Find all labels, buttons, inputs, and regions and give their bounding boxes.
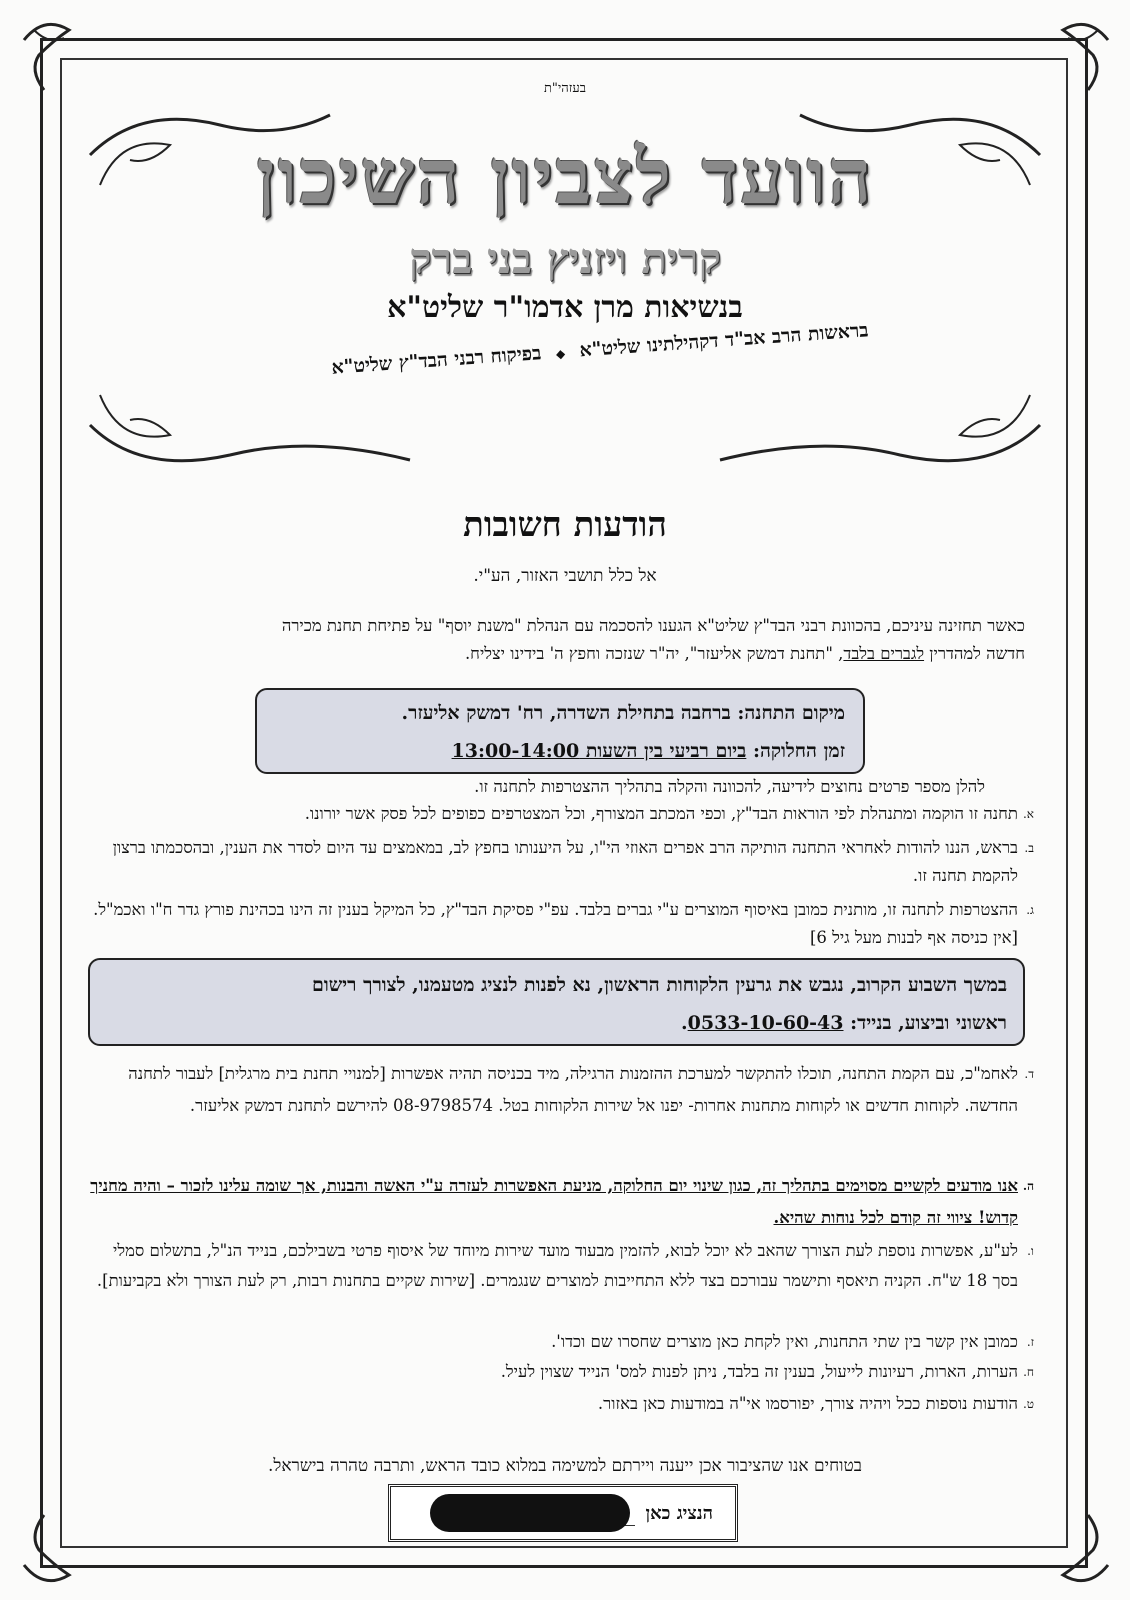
list-item: א. תחנה זו הוקמה ומתנהלת לפי הוראות הבד"ץ, וכפי המכתב המצורף, וכל המצטרפים כפופים לכל פסק אשר יורונו.	[304, 804, 1034, 823]
separator-icon: ◆	[555, 346, 566, 362]
corner-ornament-bottom-left	[14, 1505, 104, 1595]
supervised-by: בפיקוח רבני הבד"ץ שליט"א	[330, 342, 542, 379]
list-item: ו. לע"ע, אפשרות נוספת לעת הצורך שהאב לא יוכל לבוא, להזמין מבעוד מועד שירות מיוחד של איסוף פרטי בשבילכם, בנייד הנ"ל, בתשלום סמלי בסך 18 ש"ח. הקניה תיאסף ותישמר עבורכם בצד ללא התחייבות למוצרים שנגמרים. [שירות שקיים בתחנות רבות, רק לעת הצורך ולא בקביעות].	[96, 1241, 1034, 1290]
presidency-line: בנשיאות מרן אדמו"ר שליט"א	[387, 290, 743, 325]
list-item: ד. לאחמ"כ, עם הקמת התחנה, תוכלו להתקשר למערכת ההזמנות הרגילה, מיד בכניסה תהיה אפשרות [למנויי תחנת בית מרגלית] לעבור לתחנה החדשה. לקוחות חדשים או לקוחות מתחנות אחרות- יפנו אל שירות הלקוחות בטל. 08-9798574 להירשם לתחנת דמשק אליעזר.	[128, 1064, 1034, 1115]
list-item: ח. הערות, הארות, רעיונות לייעול, בענין זה בלבד, ניתן לפנות למס' הנייד שצוין לעיל.	[500, 1362, 1034, 1381]
distribution-time: זמן החלוקה: ביום רביעי בין השעות 13:00-14:00	[451, 740, 845, 762]
list-item: ג. ההצטרפות לתחנה זו, מותנית כמובן באיסוף המוצרים ע"י גברים בלבד. עפ"י פסיקת הבד"ץ, כל המיקל בענין זה הינו בכהינת פורץ גדר ח"ו ואכמ"ל. [אין כניסה אף לבנות מעל גיל 6]	[93, 900, 1034, 947]
list-item: ה. אנו מודעים לקשיים מסוימים בתהליך זה, כגון שינוי יום החלוקה, מניעת האפשרות לעזרה ע"י האשה והבנות, אך שומה עלינו לזכור – והיה מחניך קדוש! ציווי זה קודם לכל נוחות שהיא.	[90, 1176, 1034, 1227]
phone-number[interactable]: 0533-10-60-43	[687, 1012, 844, 1034]
document-heading: הודעות חשובות	[463, 505, 667, 545]
intro-line-2: חדשה למהדרין לגברים בלבד, "תחנת דמשק אליעזר", יה"ר שנזכה וחפץ ה' בידינו יצליח.	[464, 644, 1025, 663]
top-blessing: בעזהי"ת	[543, 81, 587, 96]
registration-line-2: ראשוני וביצוע, בנייד: 0533-10-60-43.	[681, 1012, 1007, 1034]
men-only: לגברים בלבד	[843, 644, 925, 663]
list-item: ט. הודעות נוספות ככל ויהיה צורך, יפורסמו אי"ה במודעות כאן באזור.	[597, 1394, 1034, 1413]
signature-label: הנציג כאן	[645, 1503, 713, 1524]
list-item: ב. בראש, הננו להודות לאחראי התחנה הותיקה הרב אפרים האוזי הי"ו, על היענותו בחפץ לב, במאמצים עד היום לסדר את הענין, ובהסכמתו ברצון להקמת תחנה זו.	[112, 838, 1034, 885]
list-item: ז. כמובן אין קשר בין שתי התחנות, ואין לקחת כאן מוצרים שחסרו שם וכדו'.	[551, 1332, 1034, 1351]
corner-ornament-bottom-right	[1028, 1505, 1118, 1595]
redaction-mark	[430, 1494, 630, 1532]
location-time-box	[255, 688, 865, 774]
station-location: מיקום התחנה: ברחבה בתחילת השדרה, רח' דמשק אליעזר.	[401, 702, 845, 724]
organization-subtitle: קרית ויזניץ בני ברק	[409, 234, 721, 283]
registration-box	[88, 958, 1025, 1046]
details-intro: להלן מספר פרטים נחוצים לידיעה, להכוונה והקלה בתהליך ההצטרפות לתחנה זו.	[474, 777, 985, 796]
addressee: אל כלל תושבי האזור, הע"י.	[473, 566, 657, 586]
closing-line: בטוחים אנו שהציבור אכן ייענה ויירתם למשימה במלוא כובד הראש, ותרבה טהרה בישראל.	[268, 1456, 862, 1476]
organization-title: הוועד לצביון השיכון	[256, 132, 874, 221]
registration-line-1: במשך השבוע הקרוב, נגבש את גרעין הלקוחות הראשון, נא לפנות לנציג מטעמנו, לצורך רישום	[312, 974, 1007, 996]
intro-line-1: כאשר תחזינה עיניכם, בהכוונת רבני הבד"ץ שליט"א הגענו להסכמה עם הנהלת "משנת יוסף" על פתיחת תחנת מכירה	[281, 616, 1025, 635]
intro-paragraph	[100, 612, 1025, 668]
headed-by: בראשות הרב אב"ד דקהילתינו שליט"א	[578, 319, 870, 362]
